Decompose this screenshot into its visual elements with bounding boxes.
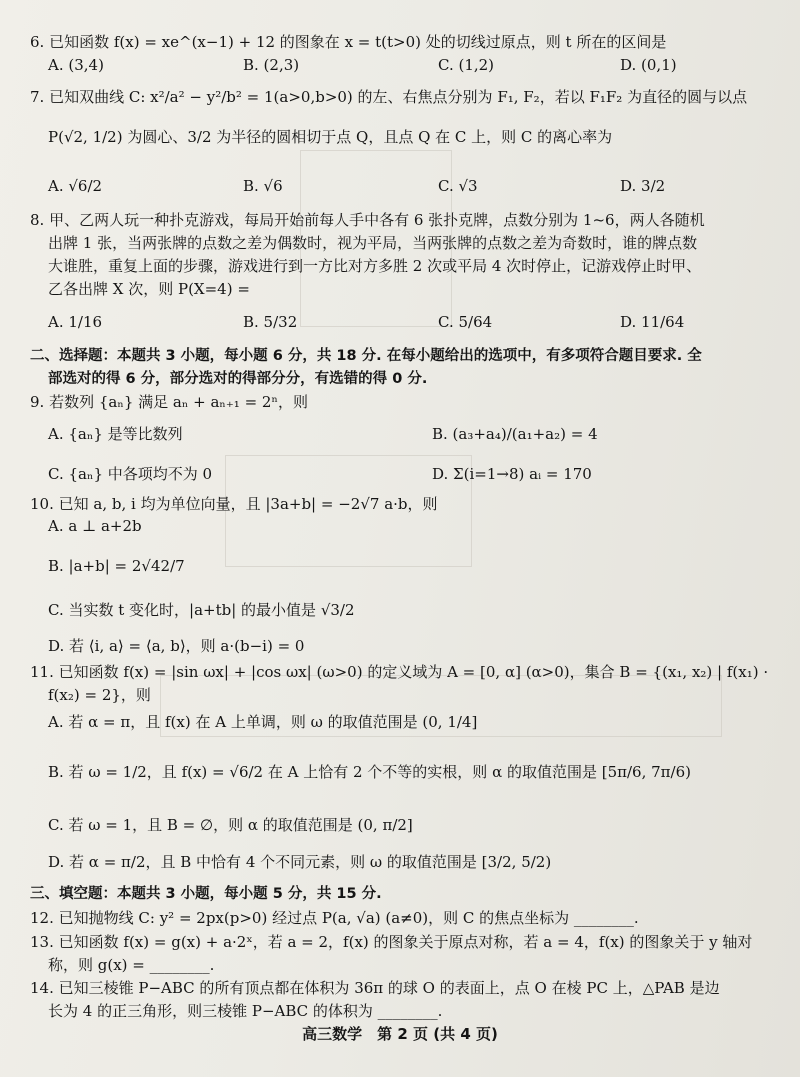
- q8-option-c: C. 5/64: [438, 313, 493, 331]
- q6-option-c: C. (1,2): [438, 56, 495, 74]
- q6-stem: 6. 已知函数 f(x) = xe^(x−1) + 12 的图象在 x = t(t>0) 处的切线过原点，则 t 所在的区间是: [30, 33, 667, 51]
- q9-stem: 9. 若数列 {aₙ} 满足 aₙ + aₙ₊₁ = 2ⁿ，则: [30, 393, 308, 411]
- q9-option-b: B. (a₃+a₄)/(a₁+a₂) = 4: [432, 425, 598, 443]
- q10-option-a: A. a ⊥ a+2b: [48, 517, 142, 535]
- q11-option-a: A. 若 α = π，且 f(x) 在 A 上单调，则 ω 的取值范围是 (0, 1/4]: [48, 713, 478, 731]
- q13-line-1: 13. 已知函数 f(x) = g(x) + a·2ˣ，若 a = 2，f(x) 的图象关于原点对称，若 a = 4，f(x) 的图象关于 y 轴对: [30, 933, 753, 951]
- q10-option-d: D. 若 ⟨i, a⟩ = ⟨a, b⟩，则 a·(b−i) = 0: [48, 637, 305, 655]
- q7-option-c: C. √3: [438, 177, 478, 195]
- q13-line-2: 称，则 g(x) = ________.: [48, 956, 215, 974]
- q6-option-b: B. (2,3): [243, 56, 300, 74]
- q11-line-1: 11. 已知函数 f(x) = |sin ωx| + |cos ωx| (ω>0) 的定义域为 A = [0, α] (α>0)，集合 B = {(x₁, x₂) | f(x₁) ·: [30, 663, 769, 681]
- q11-line-2: f(x₂) = 2}，则: [48, 686, 151, 704]
- section-2-instructions: 部选对的得 6 分，部分选对的得部分分，有选错的得 0 分.: [48, 371, 428, 387]
- q8-line-2: 出牌 1 张，当两张牌的点数之差为偶数时，视为平局，当两张牌的点数之差为奇数时，谁的牌点数: [48, 234, 698, 252]
- q11-option-d: D. 若 α = π/2，且 B 中恰有 4 个不同元素，则 ω 的取值范围是 [3/2, 5/2): [48, 853, 552, 871]
- q7-option-a: A. √6/2: [48, 177, 103, 195]
- q7-option-d: D. 3/2: [620, 177, 666, 195]
- q14-line-1: 14. 已知三棱锥 P−ABC 的所有顶点都在体积为 36π 的球 O 的表面上，点 O 在棱 PC 上，△PAB 是边: [30, 979, 720, 997]
- q8-option-b: B. 5/32: [243, 313, 298, 331]
- q8-line-1: 8. 甲、乙两人玩一种扑克游戏，每局开始前每人手中各有 6 张扑克牌，点数分别为 1~6，两人各随机: [30, 211, 705, 229]
- q8-line-4: 乙各出牌 X 次，则 P(X=4) =: [48, 280, 250, 298]
- q7-line-1: 7. 已知双曲线 C: x²/a² − y²/b² = 1(a>0,b>0) 的左、右焦点分别为 F₁, F₂，若以 F₁F₂ 为直径的圆与以点: [30, 88, 748, 106]
- page-footer: 高三数学 第 2 页 (共 4 页): [302, 1025, 498, 1043]
- q9-option-d: D. Σ(i=1→8) aᵢ = 170: [432, 465, 592, 483]
- q10-option-b: B. |a+b| = 2√42/7: [48, 557, 185, 575]
- q8-line-3: 大谁胜，重复上面的步骤，游戏进行到一方比对方多胜 2 次或平局 4 次时停止，记游戏停止时甲、: [48, 257, 702, 275]
- q6-option-a: A. (3,4): [48, 56, 104, 74]
- section-3-heading: 三、填空题：本题共 3 小题，每小题 5 分，共 15 分.: [30, 886, 382, 902]
- q7-line-2: P(√2, 1/2) 为圆心、3/2 为半径的圆相切于点 Q，且点 Q 在 C 上，则 C 的离心率为: [48, 128, 613, 146]
- q14-line-2: 长为 4 的正三角形，则三棱锥 P−ABC 的体积为 ________.: [48, 1002, 443, 1020]
- q10-option-c: C. 当实数 t 变化时，|a+tb| 的最小值是 √3/2: [48, 601, 355, 619]
- q9-option-a: A. {aₙ} 是等比数列: [48, 425, 183, 443]
- q8-option-d: D. 11/64: [620, 313, 685, 331]
- section-2-heading: 二、选择题：本题共 3 小题，每小题 6 分，共 18 分. 在每小题给出的选项中，有多项符合题目要求. 全: [30, 348, 702, 364]
- q8-option-a: A. 1/16: [48, 313, 103, 331]
- q12: 12. 已知抛物线 C: y² = 2px(p>0) 经过点 P(a, √a) (a≠0)，则 C 的焦点坐标为 ________.: [30, 909, 639, 927]
- q11-option-b: B. 若 ω = 1/2，且 f(x) = √6/2 在 A 上恰有 2 个不等的实根，则 α 的取值范围是 [5π/6, 7π/6): [48, 763, 691, 781]
- q6-option-d: D. (0,1): [620, 56, 677, 74]
- q7-option-b: B. √6: [243, 177, 283, 195]
- q10-stem: 10. 已知 a, b, i 均为单位向量，且 |3a+b| = −2√7 a·b，则: [30, 495, 438, 513]
- q11-option-c: C. 若 ω = 1，且 B = ∅，则 α 的取值范围是 (0, π/2]: [48, 816, 413, 834]
- q9-option-c: C. {aₙ} 中各项均不为 0: [48, 465, 213, 483]
